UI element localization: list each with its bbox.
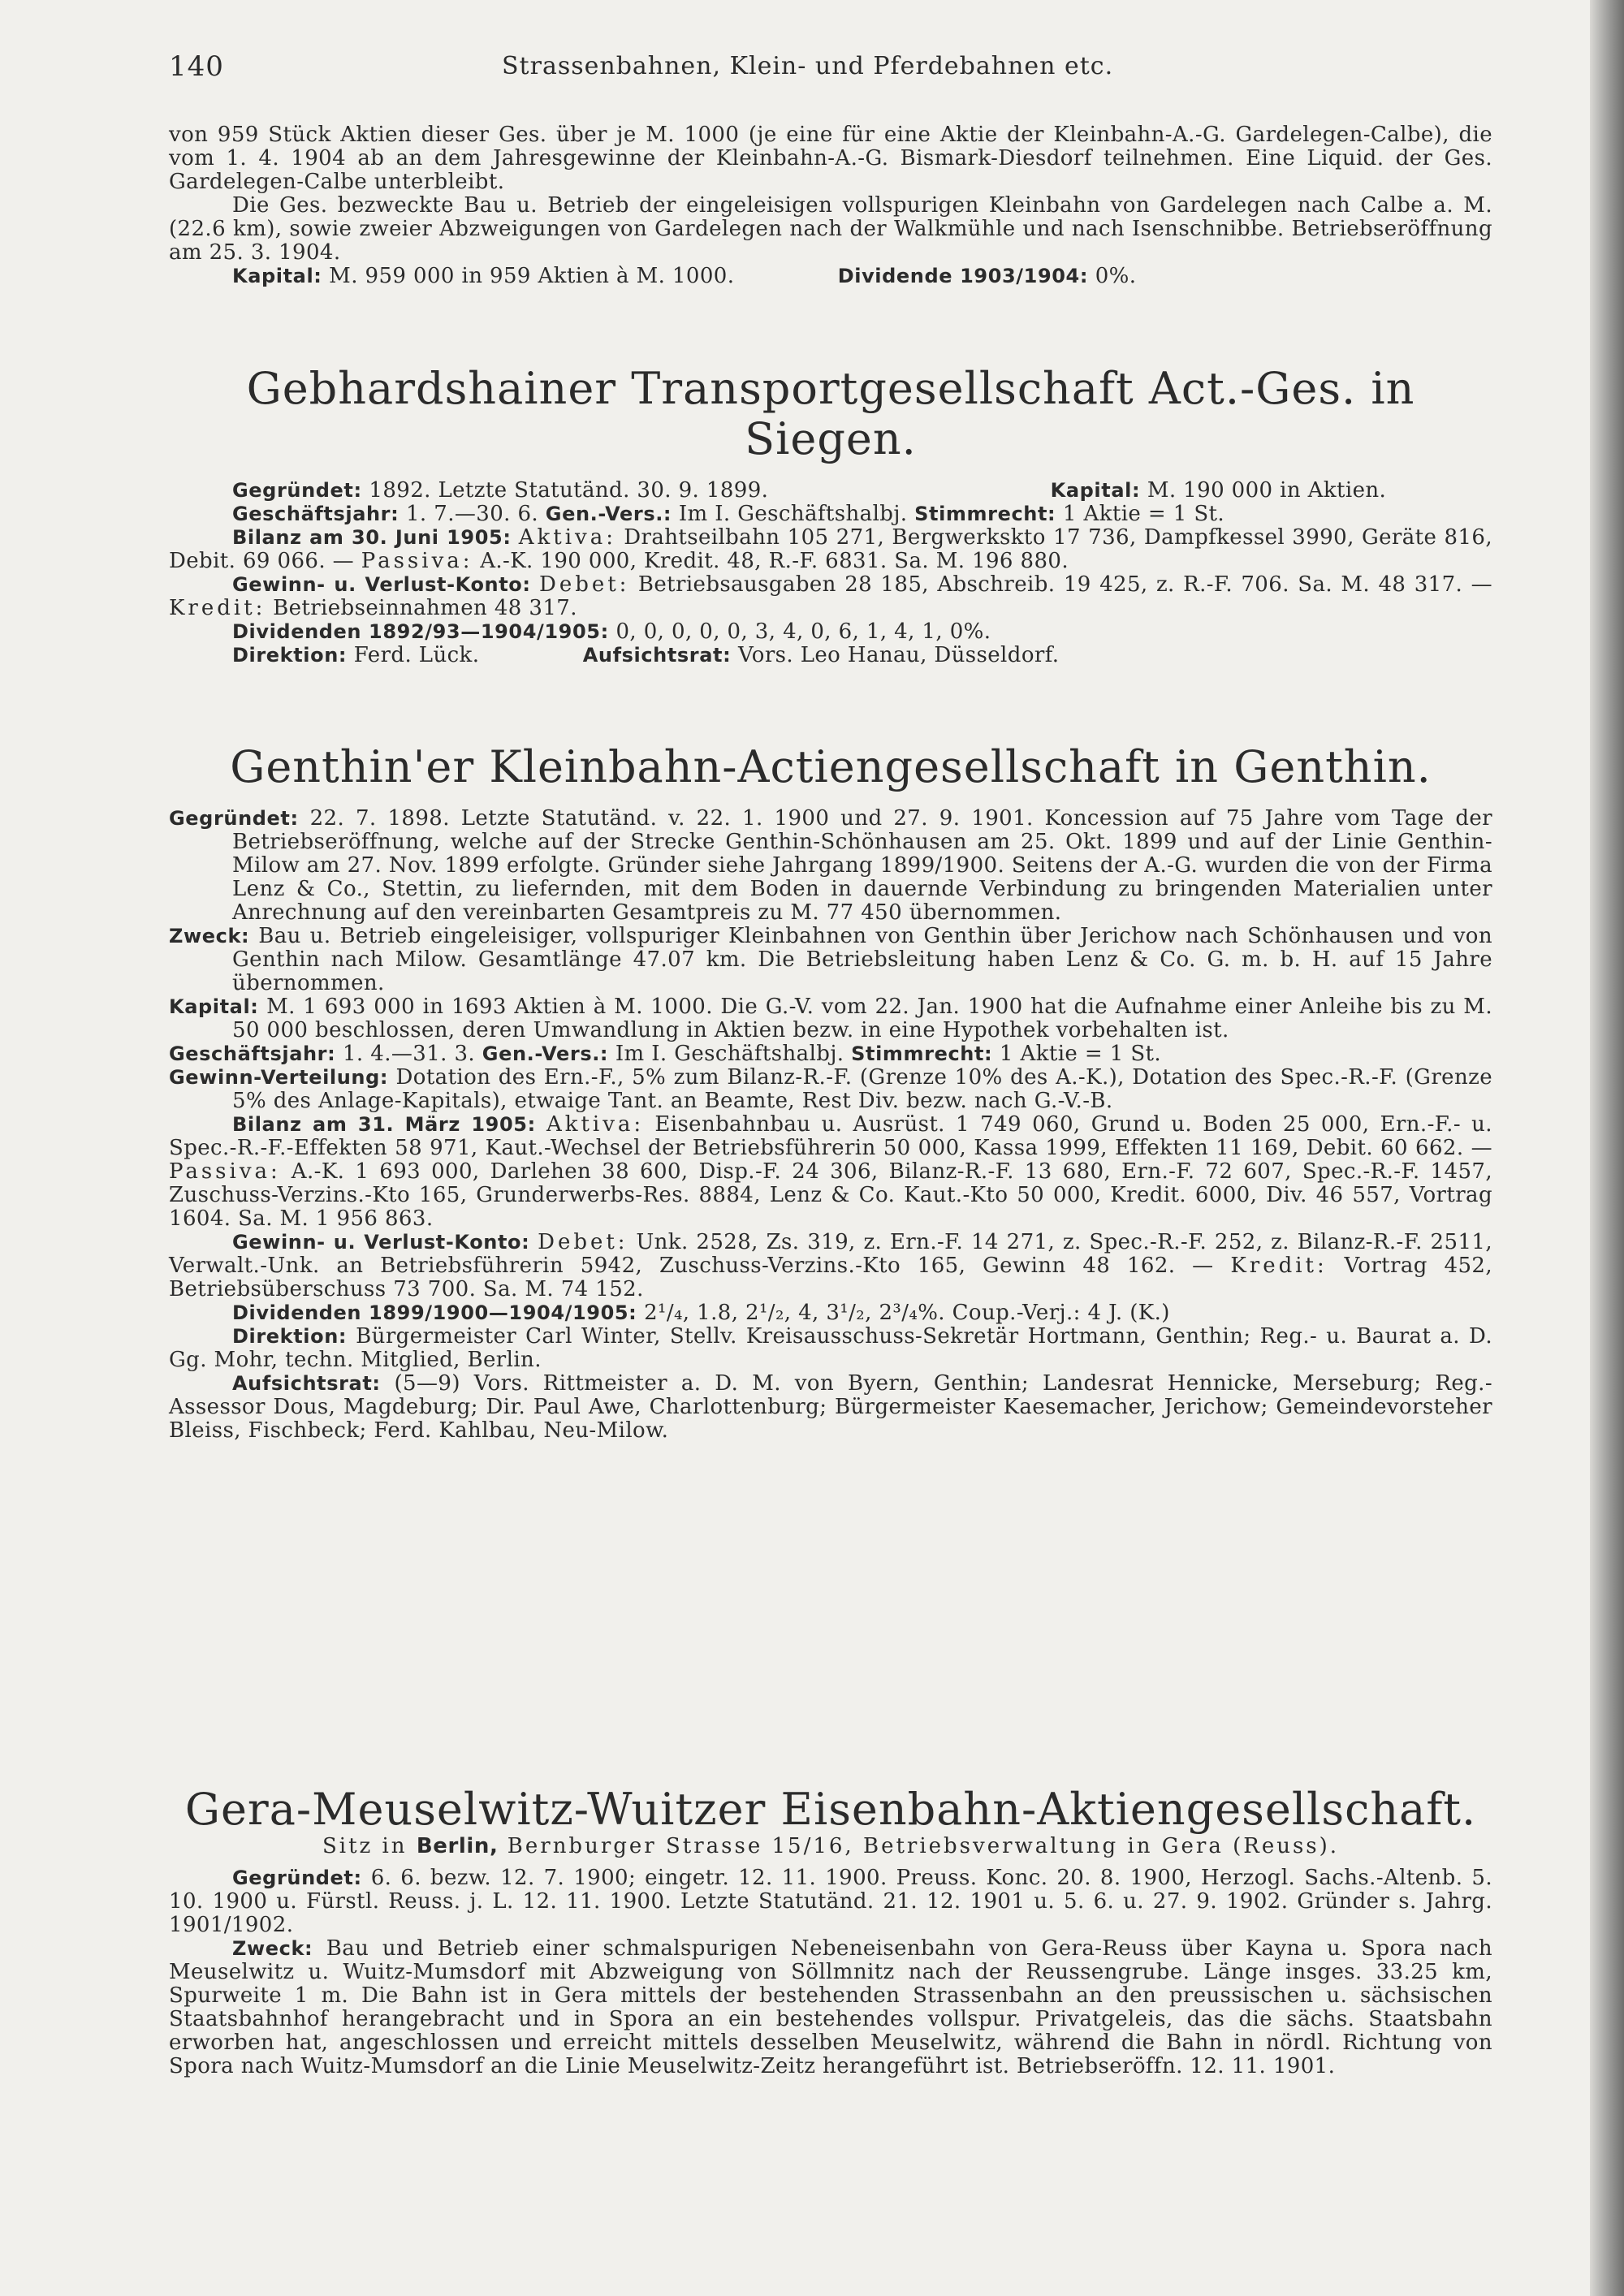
company-title-genthin: Genthin'er Kleinbahn-Actiengesellschaft in Genthin. [230,741,1432,792]
guv-debet-text: Betriebsausgaben 28 185, Abschreib. 19 425, z. R.-F. 706. Sa. M. 48 317. — [637,572,1493,597]
zweck-label: Zweck: [169,925,250,947]
genvers-label: Gen.-Vers.: [482,1042,609,1065]
aufsichtsrat-label: Aufsichtsrat: [582,644,732,667]
dividenden-label: Dividenden 1892/93—1904/1905: [232,620,609,643]
gebhardshain-bilanz [169,526,1492,573]
genthin-bilanz [169,1113,1492,1231]
gebhardshain-direktion [169,644,1492,667]
guv-kredit-text: Betriebseinnahmen 48 317. [273,596,577,620]
genthin-dividenden [169,1301,1492,1325]
passiva-label: Passiva: [169,1159,281,1184]
aktiva-label: Aktiva: [518,525,617,550]
gera-sitz-line [169,1835,1492,1858]
sitz-label: Sitz in [322,1834,408,1858]
gegruendet-text: 1892. Letzte Statutänd. 30. 9. 1899. [369,478,769,503]
dividenden-label: Dividenden 1899/1900—1904/1905: [232,1301,637,1324]
debet-label: Debet: [538,1230,628,1254]
intro-paragraph-2: Die Ges. bezweckte Bau u. Betrieb der eingeleisigen vollspurigen Kleinbahn von Gardelegen nach Calbe a. M. (22.6 km), sowie zweier Abzweigungen von Gardelegen nach der Walkmühle und nach Isenschnibbe. Betriebseröffnung am 25. 3. 1904. [169,193,1492,265]
geschaeftsjahr-text: 1. 7.—30. 6. [405,502,539,526]
bilanz-passiva-text: A.-K. 190 000, Kredit. 48, R.-F. 6831. Sa. M. 196 880. [480,549,1069,573]
genthin-aufsichtsrat [169,1372,1492,1443]
company-title-gera: Gera-Meuselwitz-Wuitzer Eisenbahn-Aktiengesellschaft. [184,1784,1477,1835]
dividenden-text: 2¹/₄, 1.8, 2¹/₂, 4, 3¹/₂, 2³/₄%. Coup.-Verj.: 4 J. (K.) [644,1301,1170,1325]
gera-zweck [169,1937,1492,2078]
aktiva-label: Aktiva: [546,1112,645,1137]
bilanz-aktiva-text: Drahtseilbahn 105 271, Bergwerksktо 17 736, Dampfkessel 3990, Geräte 816, Debit. 69 066. — [169,525,1492,573]
genthin-kapital [169,995,1492,1042]
aufsichtsrat-text: (5—9) Vors. Rittmeister a. D. M. von Byern, Genthin; Landesrat Hennicke, Merseburg; Reg.-Assessor Dous, Magdeburg; Dir. Paul Awe, Charlottenburg; Bürgermeister Kaesemacher, Jerichow; Gemeindevorsteher Bleiss, Fischbeck; Ferd. Kahlbau, Neu-Milow. [169,1371,1493,1443]
zweck-text: Bau und Betrieb einer schmalspurigen Nebeneisenbahn von Gera-Reuss über Kayna u. Spora nach Meuselwitz u. Wuitz-Mumsdorf mit Abzweigung von Söllmnitz nach der Reussengrube. Länge insges. 33.25 km, Spurweite 1 m. Die Bahn ist in Gera mittels der bestehenden Strassenbahn an den preussischen u. sächsischen Staatsbahnhof herangebracht und in Spora an ein bestehendes vollspur. Privatgeleis, das die sächs. Staatsbahn erworben hat, angeschlossen und erreicht mittels desselben Meuselwitz, während die Bahn in nördl. Richtung von Spora nach Wuitz-Mumsdorf an die Linie Meuselwitz-Zeitz herangeführt ist. Betriebseröffn. 12. 11. 1901. [169,1936,1492,2078]
intro-paragraph-1: von 959 Stück Aktien dieser Ges. über je M. 1000 (je eine für eine Aktie der Kleinbahn-A.-G. Gardelegen-Calbe), die vom 1. 4. 1904 ab an dem Jahresgewinne der Kleinbahn-A.-G. Bismark-Diesdorf teilnehmen. Eine Liquid. der Ges. Gardelegen-Calbe unterbleibt. [169,123,1492,194]
genthin-guv [169,1231,1492,1301]
genvers-text: Im I. Geschäftshalbj. [615,1042,844,1066]
sitz-address: Bernburger Strasse 15/16, Betriebsverwaltung in Gera (Reuss). [507,1834,1340,1858]
guv-debet-text: Unk. 2528, Zs. 319, z. Ern.-F. 14 271, z. Spec.-R.-F. 252, z. Bilanz-R.-F. 2511, Verwalt.-Unk. an Betriebsführerin 5942, Zuschuss-Verzins.-Kto 165, Gewinn 48 162. — [169,1230,1492,1278]
bilanz-aktiva-text: Eisenbahnbau u. Ausrüst. 1 749 060, Grund u. Boden 25 000, Ern.-F.- u. Spec.-R.-F.-Effekten 58 971, Kaut.-Wechsel der Betriebsführerin 50 000, Kassa 1999, Effekten 11 169, Debit. 60 662. — [169,1112,1492,1160]
genthin-zweck [169,925,1492,995]
aufsichtsrat-text: Vors. Leo Hanau, Düsseldorf. [737,643,1060,667]
genthin-gegruendet [169,807,1492,925]
guv-kredit-text: Vortrag 452, Betriebsüberschuss 73 700. Sa. M. 74 152. [169,1254,1493,1301]
dividenden-text: 0, 0, 0, 0, 0, 3, 4, 0, 6, 1, 4, 1, 0%. [615,619,991,644]
geschaeftsjahr-text: 1. 4.—31. 3. [342,1042,476,1066]
gewinnverteilung-label: Gewinn-Verteilung: [169,1066,389,1089]
genvers-label: Gen.-Vers.: [545,503,672,525]
guv-label: Gewinn- u. Verlust-Konto: [232,1231,530,1254]
genthin-direktion [169,1325,1492,1372]
gegruendet-label: Gegründet: [232,479,362,502]
geschaeftsjahr-label: Geschäftsjahr: [169,1042,336,1065]
kredit-label: Kredit: [169,596,266,620]
kapital-label: Kapital: [232,265,322,287]
bilanz-passiva-text: A.-K. 1 693 000, Darlehen 38 600, Disp.-F. 24 306, Bilanz-R.-F. 13 680, Ern.-F. 72 607, Spec.-R.-F. 1457, Zuschuss-Verzins.-Kto 165, Grunderwerbs-Res. 8884, Lenz & Co. Kaut.-Kto 50 000, Kredit. 6000, Div. 46 557, Vortrag 1604. Sa. M. 1 956 863. [169,1159,1492,1231]
genthin-section [169,742,1492,1443]
intro-section [169,123,1492,288]
kapital-label: Kapital: [1050,479,1141,502]
direktion-label: Direktion: [232,1325,348,1348]
running-title: Strassenbahnen, Klein- und Pferdebahnen etc. [502,52,1114,80]
page-edge-shadow [1590,0,1624,2296]
dividende-text: 0%. [1095,264,1137,288]
gegruendet-text: 22. 7. 1898. Letzte Statutänd. v. 22. 1. 1900 und 27. 9. 1901. Koncession auf 75 Jahre vom Tage der Betriebseröffnung, welche auf der Strecke Genthin-Schönhausen am 25. Okt. 1899 und auf der Linie Genthin-Milow am 27. Nov. 1899 erfolgte. Gründer siehe Jahrgang 1899/1900. Seitens der A.-G. wurden die von der Firma Lenz & Co., Stettin, zu liefernden, mit dem Boden in dauernde Verbindung zu bringenden Materialien unter Anrechnung auf den vereinbarten Gesamtpreis zu M. 77 450 übernommen. [232,806,1492,925]
direktion-label: Direktion: [232,644,348,667]
gebhardshain-geschaeftsjahr-line [169,503,1492,526]
page-header [169,50,1492,91]
company-title-gebhardshain: Gebhardshainer Transportgesellschaft Act.-Ges. in Siegen. [246,363,1415,464]
genvers-text: Im I. Geschäftshalbj. [678,502,908,526]
stimmrecht-text: 1 Aktie = 1 St. [1062,502,1225,526]
gewinnverteilung-text: Dotation des Ern.-F., 5% zum Bilanz-R.-F. (Grenze 10% des A.-K.), Dotation des Spec.-R.-F. (Grenze 5% des Anlage-Kapitals), etwaige Tant. an Beamte, Rest Div. bezw. nach G.-V.-B. [232,1065,1492,1113]
gegruendet-label: Gegründet: [169,807,299,830]
stimmrecht-text: 1 Aktie = 1 St. [999,1042,1162,1066]
intro-kapital-line [169,265,1492,288]
kapital-label: Kapital: [169,995,259,1018]
sitz-city: Berlin, [416,1834,499,1858]
kapital-text: M. 190 000 in Aktien. [1147,478,1387,503]
zweck-text: Bau u. Betrieb eingeleisiger, vollspuriger Kleinbahnen von Genthin über Jerichow nach Schönhausen und von Genthin nach Milow. Gesamtlänge 47.07 km. Die Betriebsleitung haben Lenz & Co. G. m. b. H. auf 15 Jahre übernommen. [232,924,1492,995]
gegruendet-label: Gegründet: [232,1867,362,1889]
bilanz-label: Bilanz am 30. Juni 1905: [232,526,512,549]
gera-gegruendet [169,1867,1492,1937]
gebhardshain-dividenden [169,620,1492,644]
direktion-text: Bürgermeister Carl Winter, Stellv. Kreisausschuss-Sekretär Hortmann, Genthin; Reg.- u. Baurat a. D. Gg. Mohr, techn. Mitglied, Berlin. [169,1324,1492,1372]
gebhardshain-section [169,364,1492,667]
page-number: 140 [169,50,224,83]
guv-label: Gewinn- u. Verlust-Konto: [232,573,531,596]
passiva-label: Passiva: [361,549,473,573]
zweck-label: Zweck: [232,1937,313,1960]
aufsichtsrat-label: Aufsichtsrat: [232,1372,381,1395]
kapital-text: M. 1 693 000 in 1693 Aktien à M. 1000. Die G.-V. vom 22. Jan. 1900 hat die Aufnahme einer Anleihe bis zu M. 50 000 beschlossen, deren Umwandlung in Aktien bezw. in eine Hypothek vorbehalten ist. [232,995,1492,1042]
bilanz-label: Bilanz am 31. März 1905: [232,1113,536,1136]
gera-section [169,1785,1492,2078]
geschaeftsjahr-label: Geschäftsjahr: [232,503,400,525]
gegruendet-text: 6. 6. bezw. 12. 7. 1900; eingetr. 12. 11. 1900. Preuss. Konc. 20. 8. 1900, Herzogl. Sachs.-Altenb. 5. 10. 1900 u. Fürstl. Reuss. j. L. 12. 11. 1900. Letzte Statutänd. 21. 12. 1901 u. 5. 6. u. 27. 9. 1902. Gründer s. Jahrg. 1901/1902. [169,1866,1492,1937]
genthin-gewinnverteilung [169,1066,1492,1113]
gebhardshain-gegruendet-line [169,479,1492,503]
genthin-geschaeftsjahr [169,1042,1492,1066]
kapital-text: M. 959 000 in 959 Aktien à M. 1000. [329,264,735,288]
gebhardshain-guv [169,573,1492,620]
dividende-label: Dividende 1903/1904: [837,265,1089,287]
debet-label: Debet: [538,572,630,597]
stimmrecht-label: Stimmrecht: [851,1042,993,1065]
stimmrecht-label: Stimmrecht: [914,503,1056,525]
direktion-text: Ferd. Lück. [353,643,480,667]
kredit-label: Kredit: [1230,1254,1328,1278]
